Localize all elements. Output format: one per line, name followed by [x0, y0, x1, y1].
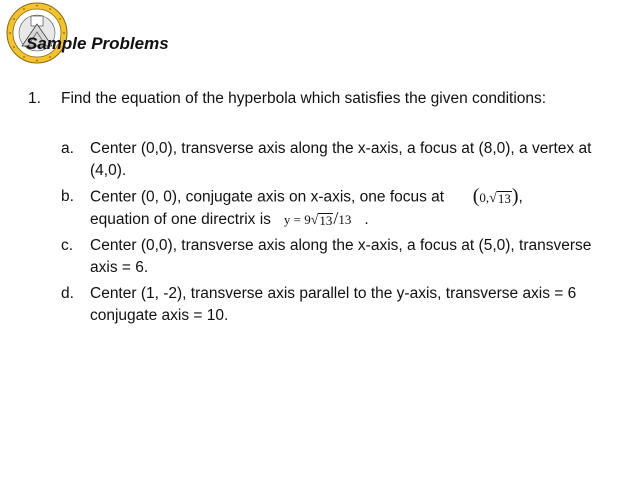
problem-1	[28, 88, 628, 110]
sub-problem-text: Center (0,0), transverse axis along the x-axis, a focus at (8,0), a vertex at (4,0).	[90, 140, 592, 179]
directrix-formula: y = 9 √ 13 /13	[283, 208, 352, 228]
sub-problem-text: Center (0, 0), conjugate axis on x-axis, one focus at	[90, 188, 445, 206]
sub-problem-a	[61, 138, 621, 182]
line-tail: ,	[518, 188, 523, 206]
focus-radicand: 13	[497, 191, 511, 206]
problem-number: 1.	[28, 90, 41, 107]
sub-problem-letter: a.	[61, 140, 74, 157]
sub-problem-letter: c.	[61, 237, 74, 255]
sub-problem-text: equation of one directrix is	[90, 211, 271, 229]
sub-problem-d	[61, 283, 621, 327]
directrix-radicand: 13	[319, 213, 333, 228]
sub-problem-c	[61, 235, 621, 279]
sub-problem-letter: b.	[61, 188, 74, 205]
focus-zero: 0,	[479, 190, 490, 205]
sub-problem-letter: d.	[61, 285, 74, 303]
sub-problem-text: Center (0,0), transverse axis along the x-axis, a focus at (5,0), transverse axis = 6.	[90, 237, 592, 277]
sub-problem-b	[61, 186, 621, 231]
university-seal-logo	[6, 2, 68, 64]
directrix-lhs: y = 9	[283, 212, 311, 227]
focus-point-formula: (0, √ 13 )	[472, 185, 519, 207]
sub-problem-list	[61, 138, 621, 331]
slide-title: Sample Problems	[26, 34, 169, 53]
directrix-divisor: 13	[338, 212, 352, 227]
sub-problem-text: Center (1, -2), transverse axis parallel to the y-axis, transverse axis = 6 conjugate axis = 10.	[90, 285, 577, 325]
problem-statement: Find the equation of the hyperbola which satisfies the given conditions:	[61, 90, 547, 107]
line-tail: .	[364, 211, 369, 229]
